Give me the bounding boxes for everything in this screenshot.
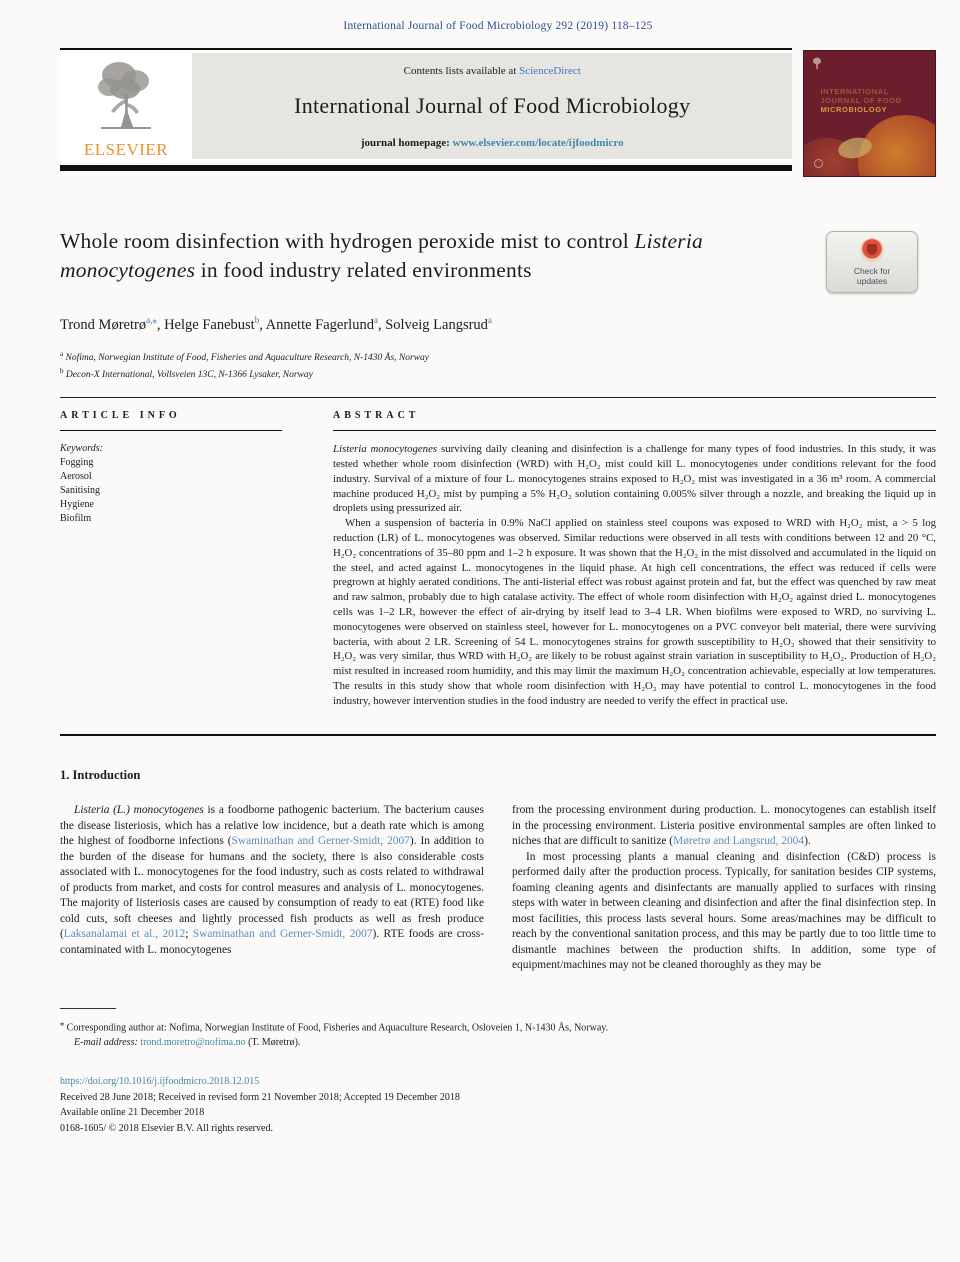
cover-title: INTERNATIONAL JOURNAL OF FOOD MICROBIOLOGY xyxy=(820,87,902,114)
keywords-block xyxy=(60,442,282,526)
citation-link[interactable]: Swaminathan and Gerner-Smidt, 2007 xyxy=(231,835,410,848)
journal-title: International Journal of Food Microbiology xyxy=(294,93,691,118)
author-affil-sup[interactable]: b xyxy=(254,315,260,325)
body-column-left xyxy=(60,803,484,974)
masthead-main xyxy=(60,48,792,177)
body-paragraph: In most processing plants a manual cleaning and disinfection (C&D) process is performed daily after the production process. Typically, for sanitation besides CIP systems, foaming cleaning agents and disinfectants are manually applied to surfaces with rinsing steps with water in between cleaning and disinfection and after the final disinfection step. In most facilities, this process lasts several hours. Some areas/machines may be difficult to reach by the conventional sanitation process, and this may be partly due to too little time to dismantle machines between the production shifts. In addition, some type of equipment/machines may not be cleaned thoroughly as they may be xyxy=(512,850,936,972)
doi-link[interactable]: https://doi.org/10.1016/j.ijfoodmicro.2018.12.015 xyxy=(60,1076,260,1088)
author-name: Trond Møretrø xyxy=(60,316,147,333)
available-online: Available online 21 December 2018 xyxy=(60,1107,205,1119)
citation-link[interactable]: Laksanalamai et al., 2012 xyxy=(63,928,186,941)
keyword-item: Sanitising xyxy=(60,485,101,497)
footnote-rule xyxy=(60,1008,116,1009)
info-abstract-section xyxy=(60,410,936,708)
body-column-right xyxy=(512,803,936,974)
body-paragraph: Listeria (L.) monocytogenes is a foodborne pathogenic bacterium. The bacterium causes the disease listeriosis, which has a relative low incidence, but a death rate which is among the highest of foodborne infections (Swaminathan and Gerner-Smidt, 2007). In addition to the burden of the disease for humans and the society, there is also considerable costs associated with L. monocytogenes for the food industry, such as costs related to withdrawal of products from market, and costs for control measures and analysis of L. monocytogenes. The majority of listeriosis cases are caused by consumption of ready to eat (RTE) food like cold cuts, soft cheeses and lightly processed fish products as well as fresh produce (Laksanalamai et al., 2012; Swaminathan and Gerner-Smidt, 2007). RTE foods are cross-contaminated with L. monocytogenes xyxy=(60,804,485,956)
elsevier-logo[interactable] xyxy=(60,50,192,162)
author-name: Helge Fanebust xyxy=(164,316,255,333)
section-divider xyxy=(60,397,936,398)
journal-cover-thumbnail[interactable] xyxy=(803,50,936,177)
abstract-heading: ABSTRACT xyxy=(333,410,420,422)
keyword-item: Biofilm xyxy=(60,513,92,525)
citation-link[interactable]: Swaminathan and Gerner-Smidt, 2007 xyxy=(192,928,373,941)
email-note: E-mail address: trond.moretro@nofima.no (T. Møretrø). xyxy=(74,1036,301,1048)
citation-link[interactable]: Møretrø and Langsrud, 2004 xyxy=(673,835,805,848)
check-for-updates-icon xyxy=(860,238,884,262)
abstract-paragraph: When a suspension of bacteria in 0.9% NaCl applied on stainless steel coupons was exposed to WRD with H₂O₂ mist, a > 5 log reduction (LR) of L. monocytogenes was observed. Similar reductions were observed in all tests with conditions between 12 and 20 °C, H₂O₂ concentrations of 35–80 ppm and 1–2 h exposure. It was shown that the H₂O₂ in the mist dissolved and accumulated in the liquid on the steel, and acted against L. monocytogenes in the liquid phase. At high cell concentrations, the effect was reduced if cells were pregrown at highly aerated conditions. The anti-listerial effect was robust against protein and fat, but the effect was quenched by raw meat and raw salmon, probably due to high catalase activity. The effect of whole room disinfection with H₂O₂ against dried L. monocytogenes cells was 1–2 LR, however the effect of air-drying by itself lead to 3–4 LR. When biofilms were exposed to WRD, no surviving L. monocytogenes were observed on stainless steel, however for L. monocytogenes on a PVC conveyor belt material, there were surviving bacteria, with about 2 LR. Screening of 54 L. monocytogenes strains for growth susceptibility to H₂O₂ showed that their sensitivity to H₂O₂ was very similar, thus WRD with H₂O₂ are likely to be robust against strain variation in susceptibility to H₂O₂. Production of H₂O₂ mist resulted in increased room humidity, and this may limit the maximum H₂O₂ concentration achievable, especially at low temperatures. The results in this study show that whole room disinfection with H₂O₂ may have potential to control L. monocytogenes in the food industry, however intervention studies in the food industry are needed to verify the effect in practical use. xyxy=(333,517,936,707)
contents-prefix: Contents lists available at xyxy=(403,65,520,77)
received-dates: Received 28 June 2018; Received in revised form 21 November 2018; Accepted 19 December 2018 xyxy=(60,1091,460,1103)
homepage-line xyxy=(202,137,782,149)
affiliations xyxy=(60,348,936,383)
sciencedirect-link[interactable]: ScienceDirect xyxy=(519,65,581,77)
masthead-bottom-rule xyxy=(60,165,792,171)
abstract-paragraph: Listeria monocytogenes surviving daily cleaning and disinfection is a challenge for many types of food industries. In this study, it was tested whether whole room disinfection (WRD) with H₂O₂ mist could kill L. monocytogenes under conditions relevant for the food industry. Survival of a mixture of four L. monocytogenes strains exposed to H₂O₂ mist was investigated in a 36 m³ room. A commercial machine produced H₂O₂ mist by pumping a 5% H₂O₂ solution containing 0.005% silver through a nozzle, and breaking the liquid up in droplets using pressurized air. xyxy=(333,443,936,515)
affiliation-item: $^a$ Nofima, Norwegian Institute of Food, Fisheries and Aquaculture Research, N-1430 Ås, Norway xyxy=(60,349,430,363)
section-heading-introduction: 1. Introduction xyxy=(60,768,141,783)
running-head-citation[interactable]: International Journal of Food Microbiology 292 (2019) 118–125 xyxy=(343,20,653,32)
journal-banner xyxy=(192,53,792,159)
keywords-label: Keywords: xyxy=(60,443,103,455)
keyword-item: Fogging xyxy=(60,457,94,469)
email-link[interactable]: trond.moretro@nofima.no xyxy=(137,1036,246,1048)
journal-homepage-link[interactable]: www.elsevier.com/locate/ijfoodmicro xyxy=(452,137,624,149)
article-history-block xyxy=(60,1074,936,1136)
body-paragraph: from the processing environment during production. L. monocytogenes can establish itself in the processing environment. Listeria positive environmental samples are often linked to niches that are difficult to sanitize (Møretrø and Langsrud, 2004). xyxy=(512,804,936,848)
author-name: Solveig Langsrud xyxy=(385,316,488,333)
title-text: in food industry related environments xyxy=(195,258,532,282)
homepage-prefix: journal homepage: xyxy=(360,137,453,149)
check-for-updates-label: Check for updates xyxy=(853,266,891,286)
keyword-item: Aerosol xyxy=(60,471,92,483)
issn-copyright: 0168-1605/ © 2018 Elsevier B.V. All rights reserved. xyxy=(60,1122,273,1134)
check-for-updates-badge[interactable] xyxy=(826,231,918,293)
body-divider xyxy=(60,734,936,736)
abstract-column xyxy=(333,410,936,708)
author-list: Trond Møretrø$^{a,⁎}$, Helge Fanebust$^b$, Annette Fagerlund$^a$, Solveig Langsrud$^a$ xyxy=(60,315,492,333)
cover-elsevier-mark-icon xyxy=(812,57,822,75)
corresponding-author-note: ⁎ Corresponding author at: Nofima, Norwegian Institute of Food, Fisheries and Aquaculture Research, Osloveien 1, N-1430 Ås, Norway. xyxy=(60,1018,609,1034)
author-affil-sup[interactable]: a xyxy=(373,315,378,325)
masthead xyxy=(60,48,936,177)
correspondence-footnote xyxy=(60,1017,936,1050)
author-affil-sup[interactable]: a xyxy=(487,315,492,325)
title-species-italic: Listeria monocytogenes xyxy=(60,229,703,282)
article-title xyxy=(60,227,802,293)
elsevier-tree-icon xyxy=(95,59,157,138)
author-name: Annette Fagerlund xyxy=(265,316,374,333)
contents-line xyxy=(202,65,782,77)
elsevier-wordmark: ELSEVIER xyxy=(83,140,169,159)
keyword-item: Hygiene xyxy=(60,499,94,511)
affiliation-item: $^b$ Decon-X International, Vollsveien 13C, N-1366 Lysaker, Norway xyxy=(60,367,313,381)
article-info-heading: ARTICLE INFO xyxy=(60,410,181,422)
article-info-column xyxy=(60,410,282,708)
title-text: Whole room disinfection with hydrogen peroxide mist to control xyxy=(60,229,635,253)
abstract-text xyxy=(333,442,936,708)
introduction-body xyxy=(60,803,936,974)
author-affil-sup[interactable]: a,⁎ xyxy=(146,315,157,325)
title-row xyxy=(60,227,936,293)
